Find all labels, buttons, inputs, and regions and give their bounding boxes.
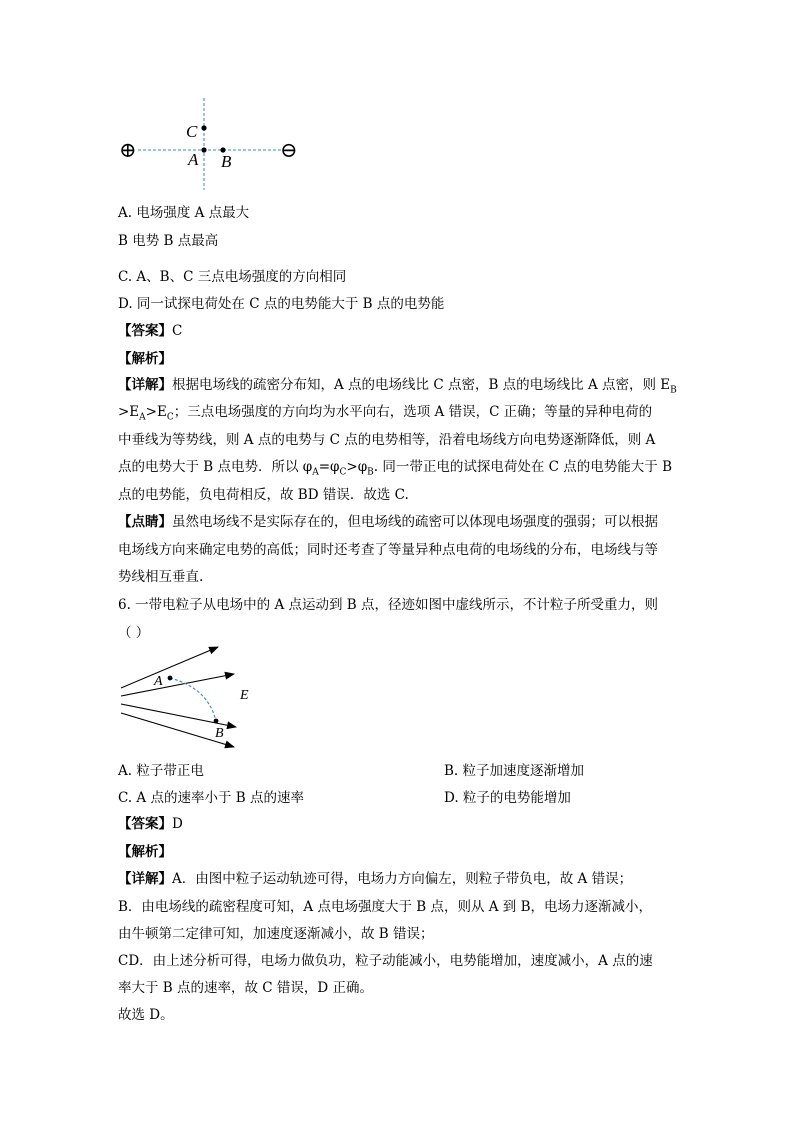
answer-value: D [172,816,183,832]
q6-option-d: D. 粒子的电势能增加 [444,790,571,806]
subscript: A [312,467,319,478]
label-b: B [221,152,232,171]
label-c: C [186,122,198,141]
point-a-dot [168,676,173,681]
point-label: 【点睛】 [118,514,172,530]
q5-point-line-3: 势线相互垂直. [118,569,204,585]
q6-detail-line-3: 由牛顿第二定律可知，加速度逐渐减小，故 B 错误； [118,926,434,942]
q6-answer [118,812,183,832]
subscript: C [166,412,174,423]
subscript: C [339,467,347,478]
charge-field-figure [112,92,312,194]
q6-detail-line-2: B．由电场线的疏密程度可知，A 点电场强度大于 B 点，则从 A 到 B，电场力逐渐减小， [118,899,653,915]
q5-point-line-2: 电场线方向来确定电势的高低；同时还考查了等量异种点电荷的电场线的分布，电场线与等 [118,542,658,558]
particle-trajectory [170,678,216,721]
subscript: B [367,467,374,478]
q5-answer [118,319,182,339]
q6-stem-line-1: 6. 一带电粒子从电场中的 A 点运动到 B 点，径迹如图中虚线所示，不计粒子所受重力，则 [118,597,659,613]
answer-label: 【答案】 [118,816,172,832]
detail-text: =φ [318,459,340,475]
detail-text: ；三点电场强度的方向均为水平向右，选项 A 错误，C 正确；等量的异种电荷的 [173,404,653,420]
q6-stem-line-2: （ ） [118,625,150,641]
subscript: B [670,385,677,396]
field-line-1 [121,647,218,688]
subscript: A [139,412,146,423]
field-line-2 [121,674,234,696]
q6-option-b: B. 粒子加速度逐渐增加 [444,763,585,779]
detail-text: >φ [346,459,368,475]
detail-text: 根据电场线的疏密分布知，A 点的电场线比 C 点密，B 点的电场线比 A 点密，则 E [172,377,671,393]
detail-text: . 同一带正电的试探电荷处在 C 点的电势能大于 B [373,459,673,475]
point-text: 虽然电场线不是实际存在的，但电场线的疏密可以体现电场强度的强弱；可以根据 [172,514,658,530]
positive-charge-symbol: ⊕ [119,138,137,162]
q5-option-c: C. A、B、C 三点电场强度的方向相同 [118,269,347,285]
q5-detail-line-5: 点的电势能，负电荷相反，故 BD 错误．故选 C. [118,487,409,503]
electric-field-lines-figure [116,640,266,752]
q5-detail-line-1 [118,373,677,396]
detail-text: 点的电势大于 B 点电势．所以 φ [118,459,313,475]
point-c-dot [201,125,206,130]
detail-label: 【详解】 [118,871,172,887]
answer-value: C [172,323,183,339]
negative-charge-symbol: ⊖ [280,138,298,162]
label-a: A [154,674,163,689]
q5-option-d: D. 同一试探电荷处在 C 点的电势能大于 B 点的电势能 [118,296,445,312]
detail-label: 【详解】 [118,377,172,393]
q5-option-b: B 电势 B 点最高 [118,233,219,249]
q6-analysis-label: 【解析】 [118,844,172,860]
detail-text: >E [118,404,140,420]
q5-option-a: A. 电场强度 A 点最大 [118,205,250,221]
point-b-dot [214,719,219,724]
q5-detail-line-4 [118,455,672,478]
q5-point-line-1 [118,510,658,530]
point-a-dot [201,147,206,152]
field-line-3 [121,704,236,727]
q5-analysis-label: 【解析】 [118,351,172,367]
q6-detail-line-5: 率大于 B 点的速率，故 C 错误，D 正确。 [118,980,374,996]
detail-text: A．由图中粒子运动轨迹可得，电场力方向偏左，则粒子带负电，故 A 错误； [172,871,633,887]
answer-label: 【答案】 [118,323,172,339]
q6-option-a: A. 粒子带正电 [118,763,204,779]
q6-option-c: C. A 点的速率小于 B 点的速率 [118,790,304,806]
q5-detail-line-2 [118,400,652,423]
q6-detail-line-1 [118,867,632,887]
q5-detail-line-3: 中垂线为等势线，则 A 点的电势与 C 点的电势相等，沿着电场线方向电势逐渐降低，则 A [118,432,656,448]
label-e: E [240,688,249,703]
q6-detail-line-4: CD．由上述分析可得，电场力做负功，粒子动能减小，电势能增加，速度减小，A 点的速 [118,953,653,969]
label-a: A [188,150,199,169]
q6-detail-line-6: 故选 D。 [118,1007,174,1023]
label-b: B [215,726,224,741]
detail-text: >E [145,404,167,420]
